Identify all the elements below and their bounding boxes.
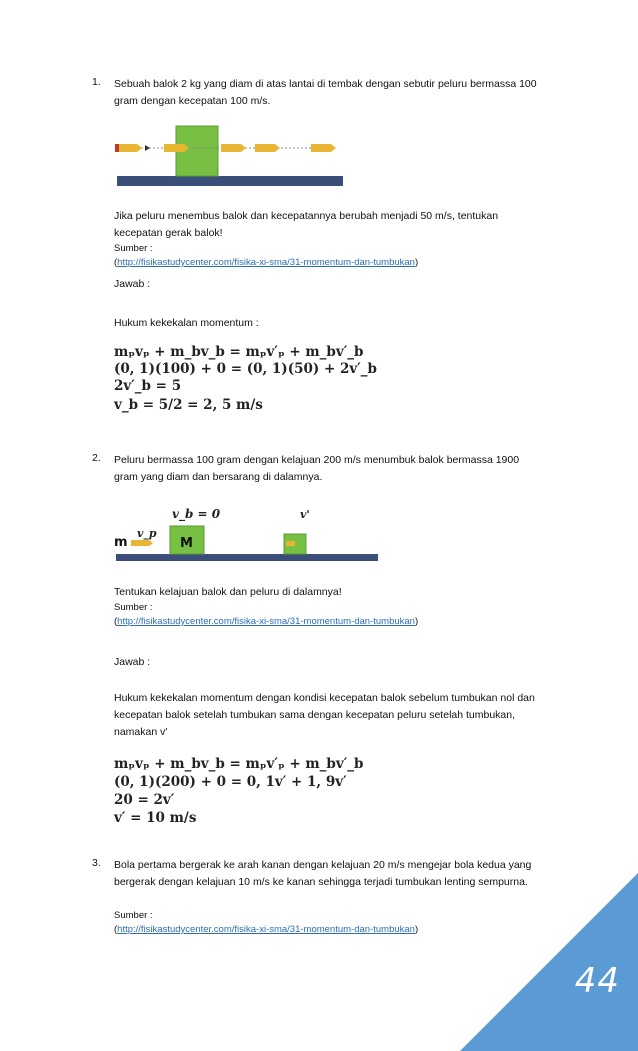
- bullet-5: [311, 144, 336, 152]
- problem-3-source: Sumber : (http://fisikastudycenter.com/fisika-xi-sma/31-momentum-dan-tumbukan): [114, 910, 419, 935]
- problem-1-figure: [112, 124, 344, 188]
- equation: mₚvₚ + m_bv_b = mₚv′ₚ + m_bv′_b: [114, 756, 364, 772]
- problem-1-answer-label: Jawab :: [114, 278, 151, 290]
- problem-2-source-link[interactable]: http://fisikastudycenter.com/fisika-xi-sma/31-momentum-dan-tumbukan: [117, 616, 415, 627]
- equation: (0, 1)(100) + 0 = (0, 1)(50) + 2v′_b: [114, 361, 377, 377]
- problem-2-source: Sumber : (http://fisikastudycenter.com/fisika-xi-sma/31-momentum-dan-tumbukan): [114, 602, 419, 627]
- problem-3-source-link[interactable]: http://fisikastudycenter.com/fisika-xi-sma/31-momentum-dan-tumbukan: [117, 924, 415, 935]
- problem-1-number: 1.: [92, 76, 101, 88]
- bullet-2: [164, 144, 189, 152]
- bullet-1: [115, 144, 142, 152]
- equation: 2v′_b = 5: [114, 378, 182, 394]
- problem-2-number: 2.: [92, 452, 101, 464]
- problem-2-prompt: Tentukan kelajuan balok dan peluru di dalamnya!: [114, 586, 342, 598]
- label-m: m: [114, 535, 128, 550]
- problem-2-answer-intro: Hukum kekekalan momentum dengan kondisi kecepatan balok sebelum tumbukan nol dan kecepatan balok setelah tumbukan sama dengan kecepatan peluru setelah tumbukan, namakan v': [114, 692, 535, 738]
- bullet: [131, 540, 153, 546]
- problem-1-equations: [114, 345, 377, 413]
- problem-3-question: Bola pertama bergerak ke arah kanan dengan kelajuan 20 m/s mengejar bola kedua yang bergerak dengan kelajuan 10 m/s ke kanan sehingga terjadi tumbukan lenting sempurna.: [114, 859, 532, 888]
- problem-2-answer-label: Jawab :: [114, 656, 151, 668]
- label-vprime: v': [300, 508, 310, 521]
- problem-1-answer-intro: Hukum kekekalan momentum :: [114, 317, 259, 329]
- problem-2-equations: [114, 757, 363, 826]
- problem-1-source: Sumber : (http://fisikastudycenter.com/fisika-xi-sma/31-momentum-dan-tumbukan): [114, 243, 419, 268]
- equation: (0, 1)(200) + 0 = 0, 1v′ + 1, 9v′: [114, 774, 347, 790]
- equation: v_b = 5/2 = 2, 5 m/s: [114, 397, 263, 413]
- label-M: M: [180, 536, 193, 551]
- problem-1-prompt: Jika peluru menembus balok dan kecepatannya berubah menjadi 50 m/s, tentukan kecepatan gerak balok!: [114, 210, 499, 239]
- bullet-4: [255, 144, 280, 152]
- problem-2-figure: [112, 504, 380, 566]
- equation: 20 = 2v′: [114, 792, 175, 808]
- problem-2-question: Peluru bermassa 100 gram dengan kelajuan 200 m/s menumbuk balok bermassa 1900 gram yang diam dan bersarang di dalamnya.: [114, 454, 520, 483]
- label-vb0: v_b = 0: [172, 507, 221, 521]
- page-number: 44: [574, 961, 620, 1001]
- equation: v′ = 10 m/s: [114, 810, 197, 826]
- problem-3-number: 3.: [92, 857, 101, 869]
- problem-1-source-link[interactable]: http://fisikastudycenter.com/fisika-xi-sma/31-momentum-dan-tumbukan: [117, 257, 415, 268]
- floor: [116, 554, 378, 561]
- label-vp: v_p: [137, 527, 157, 540]
- problem-1-question: Sebuah balok 2 kg yang diam di atas lantai di tembak dengan sebutir peluru bermassa 100 gram dengan kecepatan 100 m/s.: [114, 78, 537, 107]
- equation: mₚvₚ + m_bv_b = mₚv′ₚ + m_bv′_b: [114, 344, 364, 360]
- bullet-3: [221, 144, 246, 152]
- floor: [117, 176, 343, 186]
